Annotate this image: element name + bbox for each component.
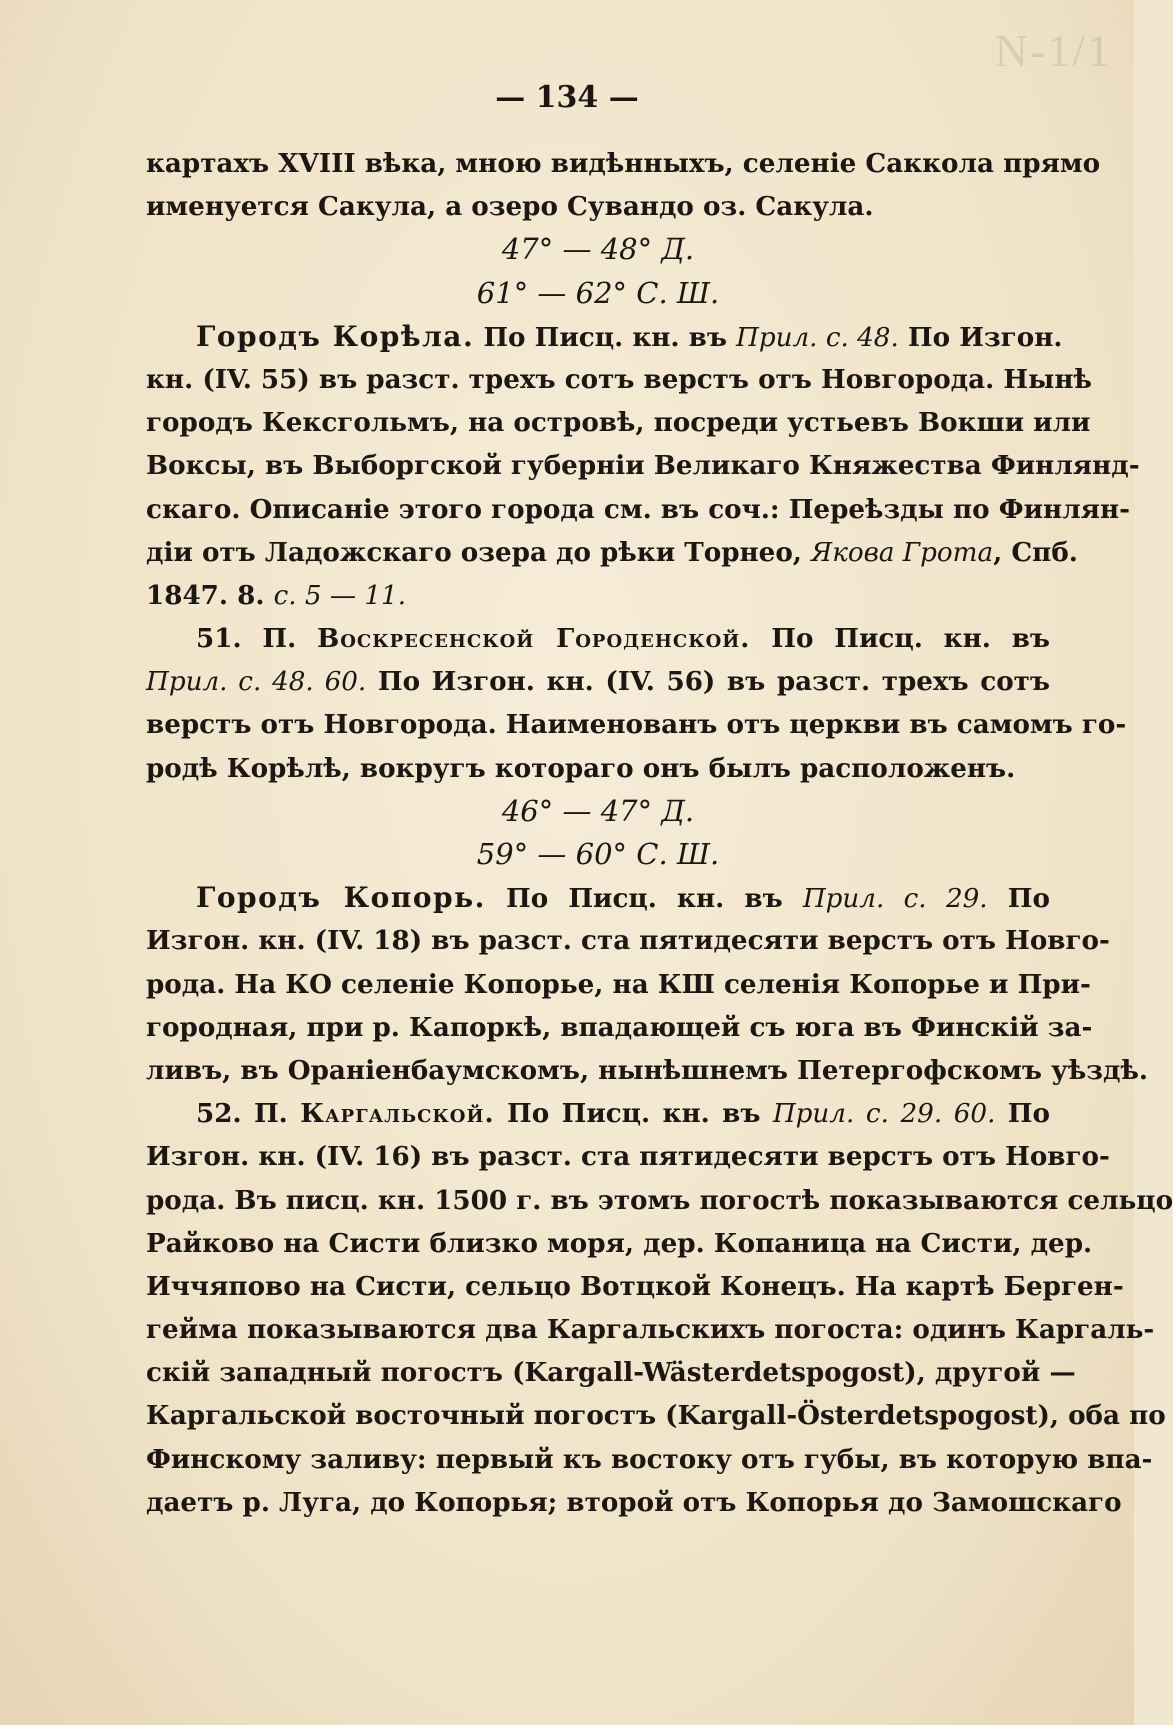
text-line bbox=[146, 488, 1131, 531]
page-number-header: — 134 — bbox=[495, 80, 639, 115]
text-run: гейма показываются два Каргальскихъ погоста: одинъ Каргаль- bbox=[146, 1314, 1155, 1346]
text-run: 59° — 60° С. Ш. bbox=[476, 837, 720, 871]
text-line bbox=[146, 1308, 1155, 1351]
text-run: картахъ XVIII вѣка, мною видѣнныхъ, селеніе Саккола прямо bbox=[146, 148, 1101, 179]
page-body-text bbox=[146, 142, 1173, 1524]
reference-italic: Прил. с. 48. 60. bbox=[146, 667, 367, 698]
text-line bbox=[146, 1481, 1122, 1524]
text-run: 51. П. bbox=[196, 623, 318, 655]
text-line bbox=[146, 401, 1091, 444]
text-run: По Писц. кн. въ bbox=[750, 623, 1050, 655]
text-run: Изгон. кн. (IV. 16) въ разст. ста пятидесяти верстъ отъ Новго- bbox=[146, 1141, 1110, 1173]
entry-heading: Городъ Корѣла. bbox=[196, 319, 475, 353]
text-run: По Изгон. кн. (IV. 56) въ разст. трехъ сотъ bbox=[366, 666, 1050, 698]
text-line bbox=[146, 574, 1050, 617]
text-line bbox=[146, 876, 1050, 919]
text-line bbox=[146, 1135, 1110, 1178]
text-run: 61° — 62° С. Ш. bbox=[476, 275, 720, 310]
text-run: именуется Сакула, а озеро Сувандо оз. Сакула. bbox=[146, 191, 874, 223]
text-run: скій западный погостъ (Kargall-Wästerdetspogost), другой — bbox=[146, 1357, 1076, 1389]
text-run: даетъ р. Луга, до Копорья; второй отъ Копорья до Замошскаго bbox=[146, 1486, 1122, 1518]
text-run: діи отъ Ладожскаго озера до рѣки Торнео, bbox=[146, 536, 812, 568]
text-run: По Изгон. bbox=[898, 321, 1063, 353]
text-run: кн. (IV. 55) въ разст. трехъ сотъ верстъ отъ Новгорода. Нынѣ bbox=[146, 363, 1092, 395]
text-line bbox=[146, 1006, 1093, 1049]
entry-heading: Городъ Копорь. bbox=[196, 881, 486, 915]
bleed-through-mark: N-1/1 bbox=[994, 25, 1112, 76]
reference-italic: Прил. с. 29. bbox=[802, 884, 988, 915]
text-line bbox=[146, 444, 1140, 487]
coordinate-line bbox=[146, 272, 1050, 315]
text-line bbox=[146, 142, 1101, 185]
text-run: верстъ отъ Новгорода. Наименованъ отъ церкви въ самомъ го- bbox=[146, 709, 1127, 741]
text-line bbox=[146, 185, 1050, 228]
reference-italic: с. 5 — 11. bbox=[273, 580, 407, 611]
text-run: 1847. 8. bbox=[146, 579, 274, 611]
text-run: Каргальской восточный погостъ (Kargall-Österdetspogost), оба по bbox=[146, 1400, 1166, 1432]
text-run: По bbox=[995, 1098, 1050, 1130]
text-run: По Писц. кн. въ bbox=[485, 883, 803, 915]
coordinate-line bbox=[146, 833, 1050, 876]
text-run: ливъ, въ Ораніенбаумскомъ, нынѣшнемъ Петергофскомъ уѣздѣ. bbox=[146, 1054, 1148, 1086]
text-run: , Спб. bbox=[993, 536, 1078, 568]
text-run: 46° — 47° Д. bbox=[501, 793, 695, 828]
parish-name: Каргальской. bbox=[300, 1098, 495, 1130]
reference-italic: Якова Грота bbox=[811, 537, 994, 568]
text-line bbox=[146, 1265, 1124, 1308]
text-run: рода. На КО селеніе Копорье, на КШ селенія Копорье и При- bbox=[146, 968, 1091, 1000]
text-line bbox=[146, 963, 1091, 1006]
text-run: Воксы, въ Выборгской губерніи Великаго Княжества Финлянд- bbox=[146, 450, 1140, 482]
text-line bbox=[146, 1351, 1076, 1394]
text-line bbox=[146, 1049, 1148, 1092]
text-run: По bbox=[987, 883, 1050, 915]
text-line bbox=[146, 660, 1050, 703]
text-line bbox=[146, 1092, 1050, 1135]
text-run: городная, при р. Капоркѣ, впадающей съ юга въ Финскій за- bbox=[146, 1011, 1093, 1043]
text-line bbox=[146, 315, 1063, 358]
text-run: По Писц. кн. въ bbox=[474, 321, 737, 353]
text-line bbox=[146, 358, 1092, 401]
text-run: скаго. Описаніе этого города см. въ соч.: Переѣзды по Финлян- bbox=[146, 493, 1131, 525]
parish-name: Воскресенской Городенской. bbox=[317, 623, 751, 655]
text-line bbox=[146, 1394, 1166, 1437]
text-line bbox=[146, 703, 1127, 746]
text-run: По Писц. кн. въ bbox=[494, 1098, 773, 1130]
text-line bbox=[146, 919, 1110, 962]
text-run: Изгон. кн. (IV. 18) въ разст. ста пятидесяти верстъ отъ Новго- bbox=[146, 925, 1110, 957]
text-line bbox=[146, 747, 1050, 790]
text-line bbox=[146, 1222, 1093, 1265]
text-line bbox=[146, 1179, 1173, 1222]
text-run: Райково на Систи близко моря, дер. Копаница на Систи, дер. bbox=[146, 1227, 1093, 1259]
text-run: городъ Кексгольмъ, на островѣ, посреди устьевъ Вокши или bbox=[146, 407, 1091, 439]
text-run: 47° — 48° Д. bbox=[501, 232, 695, 267]
text-line bbox=[146, 531, 1078, 574]
reference-italic: Прил. с. 48. bbox=[736, 322, 899, 353]
text-run: родѣ Корѣлѣ, вокругъ котораго онъ былъ расположенъ. bbox=[146, 752, 1016, 784]
coordinate-line bbox=[146, 228, 1050, 271]
text-line bbox=[146, 1438, 1153, 1481]
coordinate-line bbox=[146, 790, 1050, 833]
text-run: Финскому заливу: первый къ востоку отъ губы, въ которую впа- bbox=[146, 1443, 1153, 1475]
text-run: 52. П. bbox=[196, 1098, 301, 1130]
reference-italic: Прил. с. 29. 60. bbox=[772, 1099, 996, 1130]
text-run: рода. Въ писц. кн. 1500 г. въ этомъ погостѣ показываются сельцо bbox=[146, 1184, 1173, 1216]
text-line bbox=[146, 617, 1050, 660]
text-run: Иччяпово на Систи, сельцо Вотцкой Конецъ. На картѣ Берген- bbox=[146, 1270, 1124, 1302]
